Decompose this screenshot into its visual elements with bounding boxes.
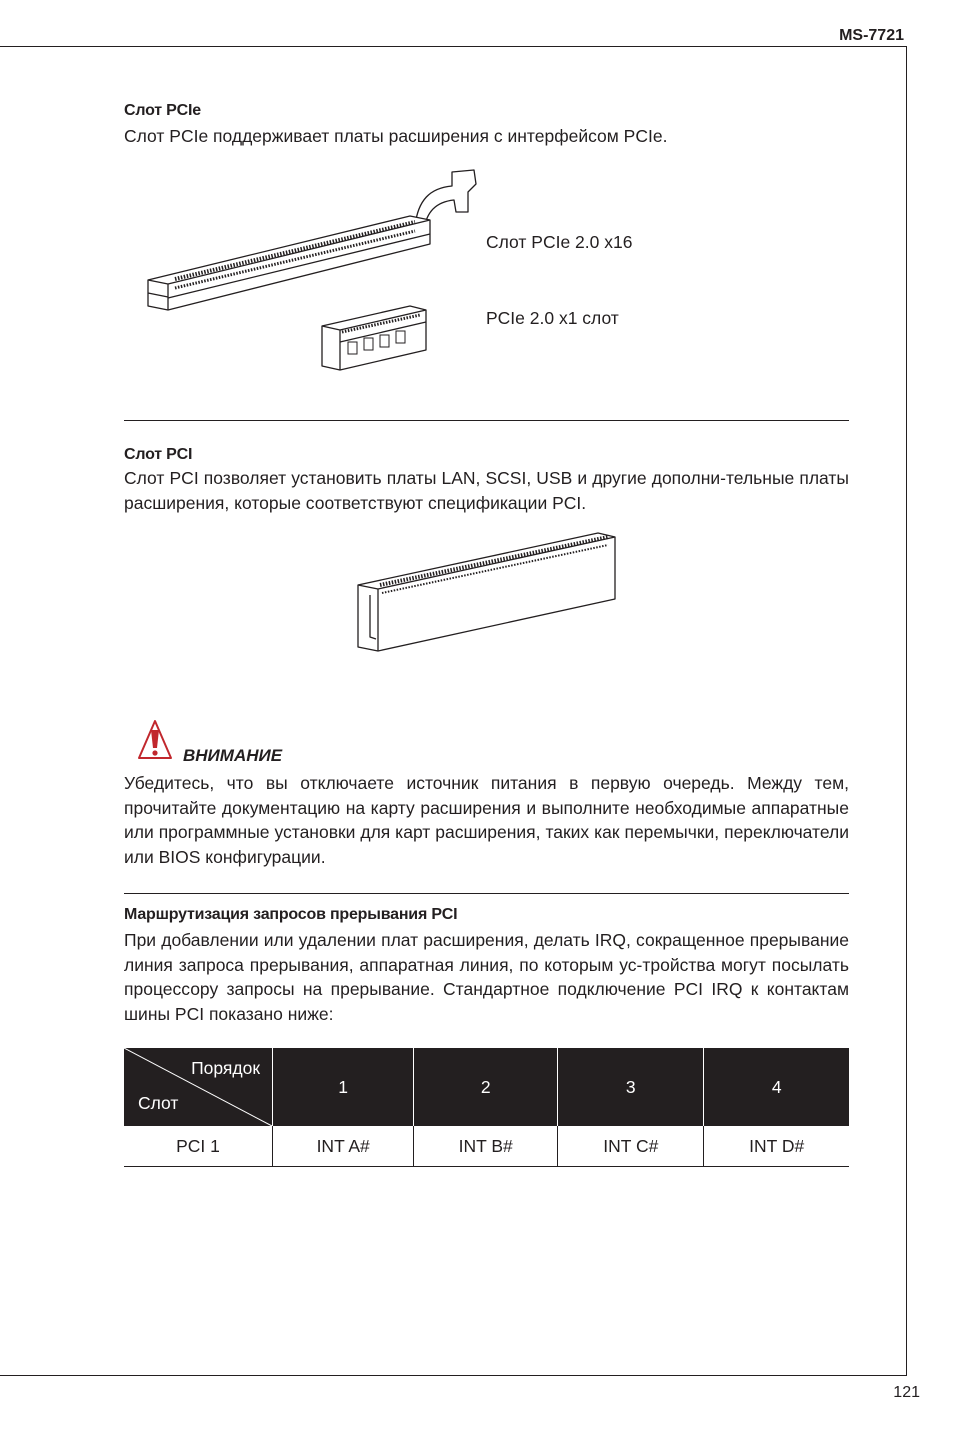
table-cell: INT D# [704, 1126, 849, 1167]
header-rule [0, 46, 907, 47]
column-header: 3 [558, 1048, 704, 1126]
pci-slot-illustration [350, 525, 625, 655]
table-cell: INT C# [558, 1126, 704, 1167]
table-cell: INT A# [273, 1126, 414, 1167]
model-name: MS-7721 [839, 27, 904, 44]
pcie-description: Слот PCIe поддерживает платы расширения с интерфейсом PCIe. [124, 126, 668, 146]
page-edge-rule [906, 46, 907, 1376]
page-number: 121 [893, 1384, 920, 1401]
corner-order-label: Порядок [191, 1058, 260, 1078]
irq-heading: Маршрутизация запросов прерывания PCI [124, 906, 458, 923]
column-header: 2 [414, 1048, 558, 1126]
irq-routing-table [124, 1048, 849, 1167]
column-header: 1 [273, 1048, 414, 1126]
table-header-row [124, 1048, 849, 1126]
corner-slot-label: Слот [138, 1093, 179, 1113]
footer-rule [0, 1375, 907, 1376]
irq-description: При добавлении или удалении плат расширения, делать IRQ, сокращенное прерывание линия запроса прерывания, аппаратная линия, по которым ус-тройства могут посылать процессору запросы на прерывание. Стандартное подключение PCI IRQ к контактам шины PCI показано ниже: [124, 930, 849, 1024]
slot-cell: PCI 1 [124, 1126, 273, 1167]
pcie-heading: Слот PCIe [124, 102, 201, 119]
pcie-x16-label: Слот PCIe 2.0 x16 [486, 232, 633, 252]
pcie-slots-illustration [130, 160, 490, 375]
table-row [124, 1126, 849, 1167]
section-divider [124, 420, 849, 421]
warning-icon [137, 718, 173, 762]
section-divider [124, 893, 849, 894]
pci-description: Слот PCI позволяет установить платы LAN, SCSI, USB и другие дополни-тельные платы расширения, которые соответствуют спецификации PCI. [124, 468, 849, 513]
warning-text: Убедитесь, что вы отключаете источник питания в первую очередь. Между тем, прочитайте документацию на карту расширения и выполните необходимые аппаратные или программные установки для карт расширения, таких как перемычки, переключатели или BIOS конфигурации. [124, 773, 849, 867]
column-header: 4 [704, 1048, 849, 1126]
warning-title: ВНИМАНИЕ [183, 746, 283, 765]
pci-heading: Слот PCI [124, 446, 193, 463]
pcie-x1-label: PCIe 2.0 x1 слот [486, 308, 619, 328]
table-corner-cell [124, 1048, 273, 1126]
table-cell: INT B# [414, 1126, 558, 1167]
